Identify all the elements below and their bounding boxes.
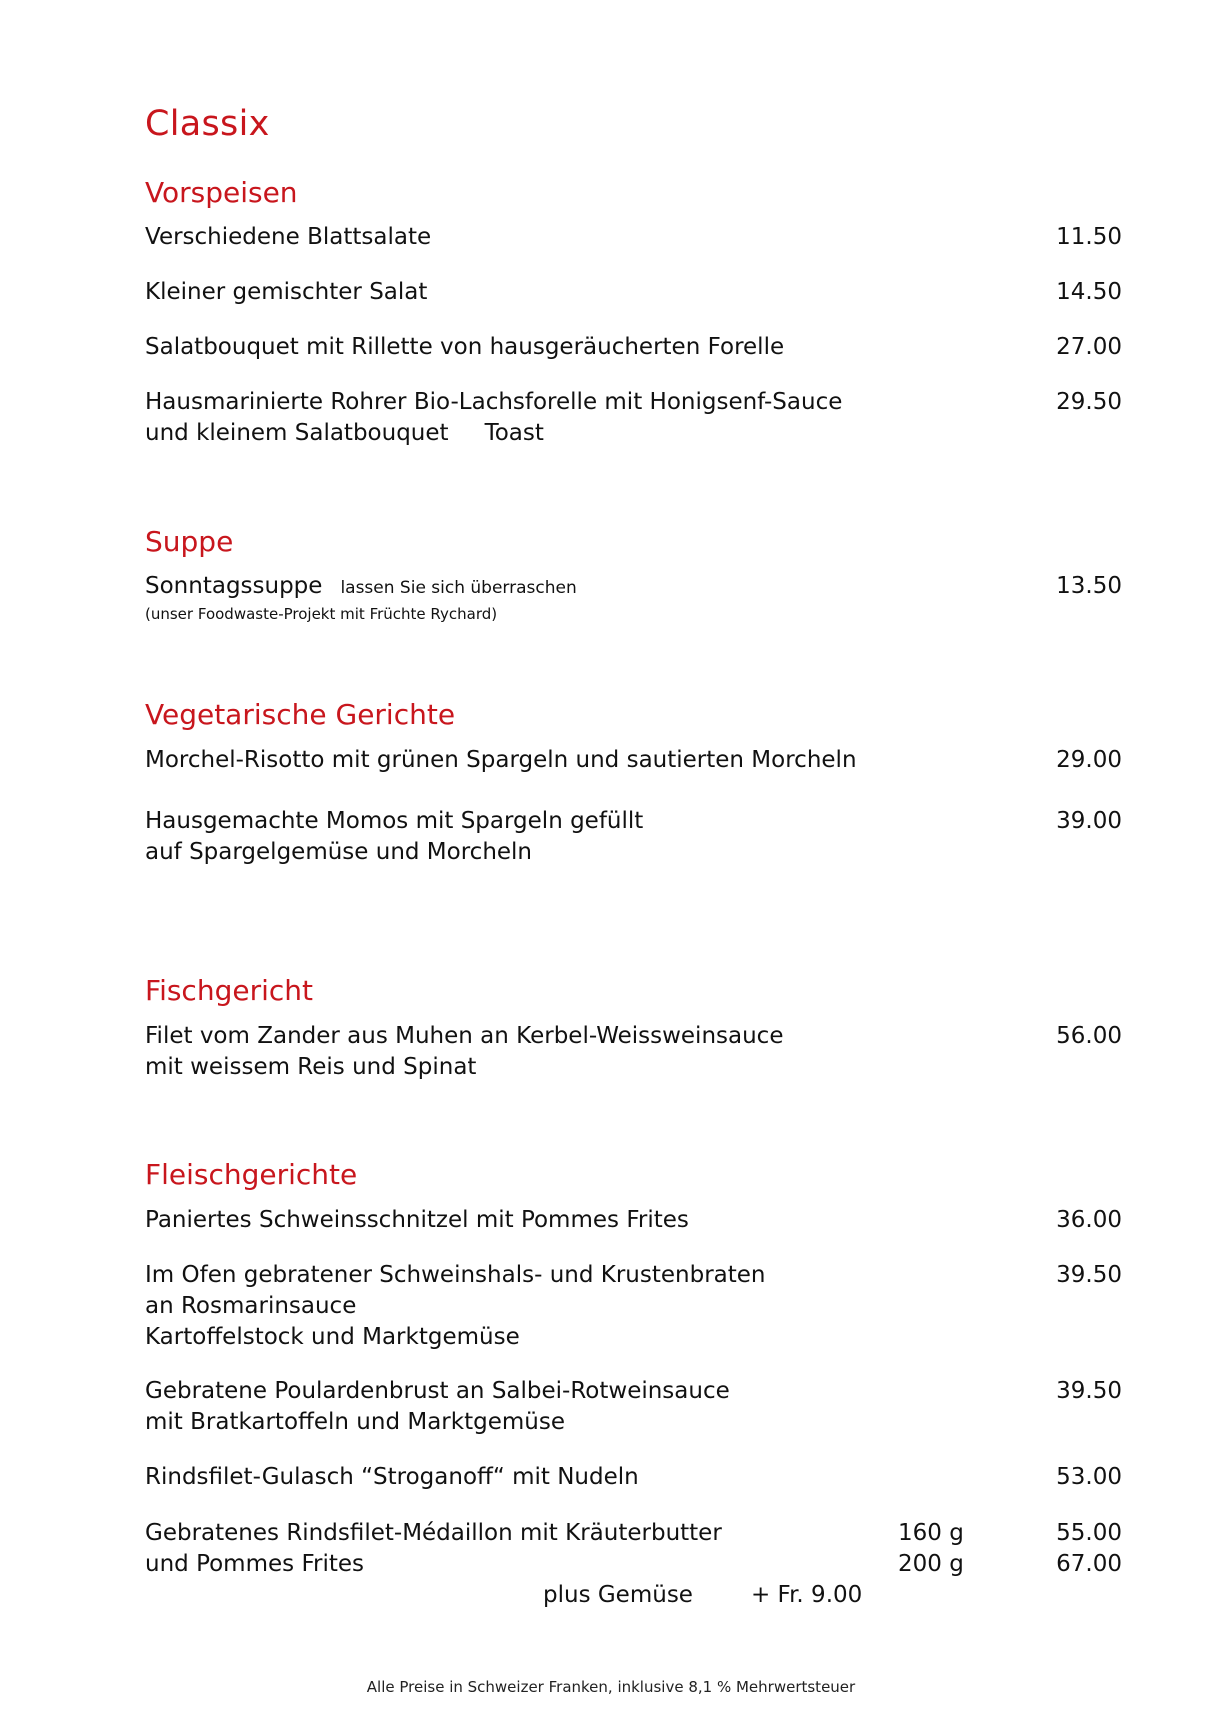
item-extra: Toast <box>484 420 544 446</box>
menu-item <box>145 571 1122 624</box>
item-name: Sonntagssuppe lassen Sie sich überraschen <box>145 573 577 599</box>
menu-item <box>145 1205 1122 1236</box>
item-price: 29.00 <box>1056 747 1122 773</box>
menu-item <box>145 387 1122 449</box>
item-description: und kleinem Salatbouquet Toast <box>145 420 544 446</box>
item-price: 53.00 <box>1056 1464 1122 1490</box>
item-name: Hausmarinierte Rohrer Bio-Lachsforelle mit Honigsenf-Sauce <box>145 389 843 415</box>
item-price: 56.00 <box>1056 1023 1122 1049</box>
item-name: Verschiedene Blattsalate <box>145 224 432 250</box>
item-name: Hausgemachte Momos mit Spargeln gefüllt <box>145 808 644 834</box>
menu-item <box>145 1376 1122 1438</box>
item-name: Im Ofen gebratener Schweinshals- und Krustenbraten <box>145 1262 766 1288</box>
menu-item <box>145 745 1122 776</box>
item-price: 27.00 <box>1056 334 1122 360</box>
item-price: 39.50 <box>1056 1378 1122 1404</box>
item-name: Gebratenes Rindsfilet-Médaillon mit Kräuterbutter <box>145 1520 722 1546</box>
item-description: auf Spargelgemüse und Morcheln <box>145 839 533 865</box>
item-description: Kartoffelstock und Marktgemüse <box>145 1324 520 1350</box>
menu-item <box>145 1260 1122 1353</box>
item-name: Kleiner gemischter Salat <box>145 279 428 305</box>
item-description: mit Bratkartoffeln und Marktgemüse <box>145 1409 565 1435</box>
item-name: Rindsfilet-Gulasch “Stroganoff“ mit Nudeln <box>145 1464 639 1490</box>
section-title-fleisch: Fleischgerichte <box>145 1158 358 1191</box>
item-weights <box>898 1518 964 1580</box>
item-description: und Pommes Frites <box>145 1551 364 1577</box>
item-name: Morchel-Risotto mit grünen Spargeln und sautierten Morcheln <box>145 747 857 773</box>
item-name: Salatbouquet mit Rillette von hausgeräucherten Forelle <box>145 334 785 360</box>
menu-item <box>145 1518 1122 1618</box>
item-extra <box>543 1580 862 1611</box>
item-weight: 160 g <box>898 1520 964 1546</box>
item-name: Gebratene Poulardenbrust an Salbei-Rotweinsauce <box>145 1378 730 1404</box>
item-price: 39.50 <box>1056 1262 1122 1288</box>
item-price: 29.50 <box>1056 389 1122 415</box>
item-description: an Rosmarinsauce <box>145 1293 357 1319</box>
page-title: Classix <box>145 104 270 144</box>
item-price: 39.00 <box>1056 808 1122 834</box>
section-title-fisch: Fischgericht <box>145 974 313 1007</box>
menu-item <box>145 277 1122 308</box>
item-price: 13.50 <box>1056 573 1122 599</box>
item-name: Filet vom Zander aus Muhen an Kerbel-Weissweinsauce <box>145 1023 784 1049</box>
footer-note: Alle Preise in Schweizer Franken, inklusive 8,1 % Mehrwertsteuer <box>366 1678 856 1696</box>
menu-item <box>145 806 1122 868</box>
item-price: 11.50 <box>1056 224 1122 250</box>
item-prices <box>1056 1518 1122 1580</box>
item-price: 55.00 <box>1056 1520 1122 1546</box>
menu-item <box>145 1462 1122 1493</box>
item-weight: 200 g <box>898 1551 964 1577</box>
item-price: 67.00 <box>1056 1551 1122 1577</box>
extra-label: plus Gemüse <box>543 1582 693 1608</box>
menu-item <box>145 332 1122 363</box>
extra-price: + Fr. 9.00 <box>750 1582 863 1608</box>
menu-item <box>145 1021 1122 1083</box>
item-subnote: (unser Foodwaste-Projekt mit Früchte Rychard) <box>145 605 498 623</box>
item-price: 14.50 <box>1056 279 1122 305</box>
item-name: Paniertes Schweinsschnitzel mit Pommes Frites <box>145 1207 689 1233</box>
section-title-vorspeisen: Vorspeisen <box>145 176 298 209</box>
section-title-vegetarisch: Vegetarische Gerichte <box>145 698 456 731</box>
item-note: lassen Sie sich überraschen <box>340 578 577 598</box>
item-price: 36.00 <box>1056 1207 1122 1233</box>
menu-item <box>145 222 1122 253</box>
section-title-suppe: Suppe <box>145 525 234 558</box>
item-description: mit weissem Reis und Spinat <box>145 1054 477 1080</box>
